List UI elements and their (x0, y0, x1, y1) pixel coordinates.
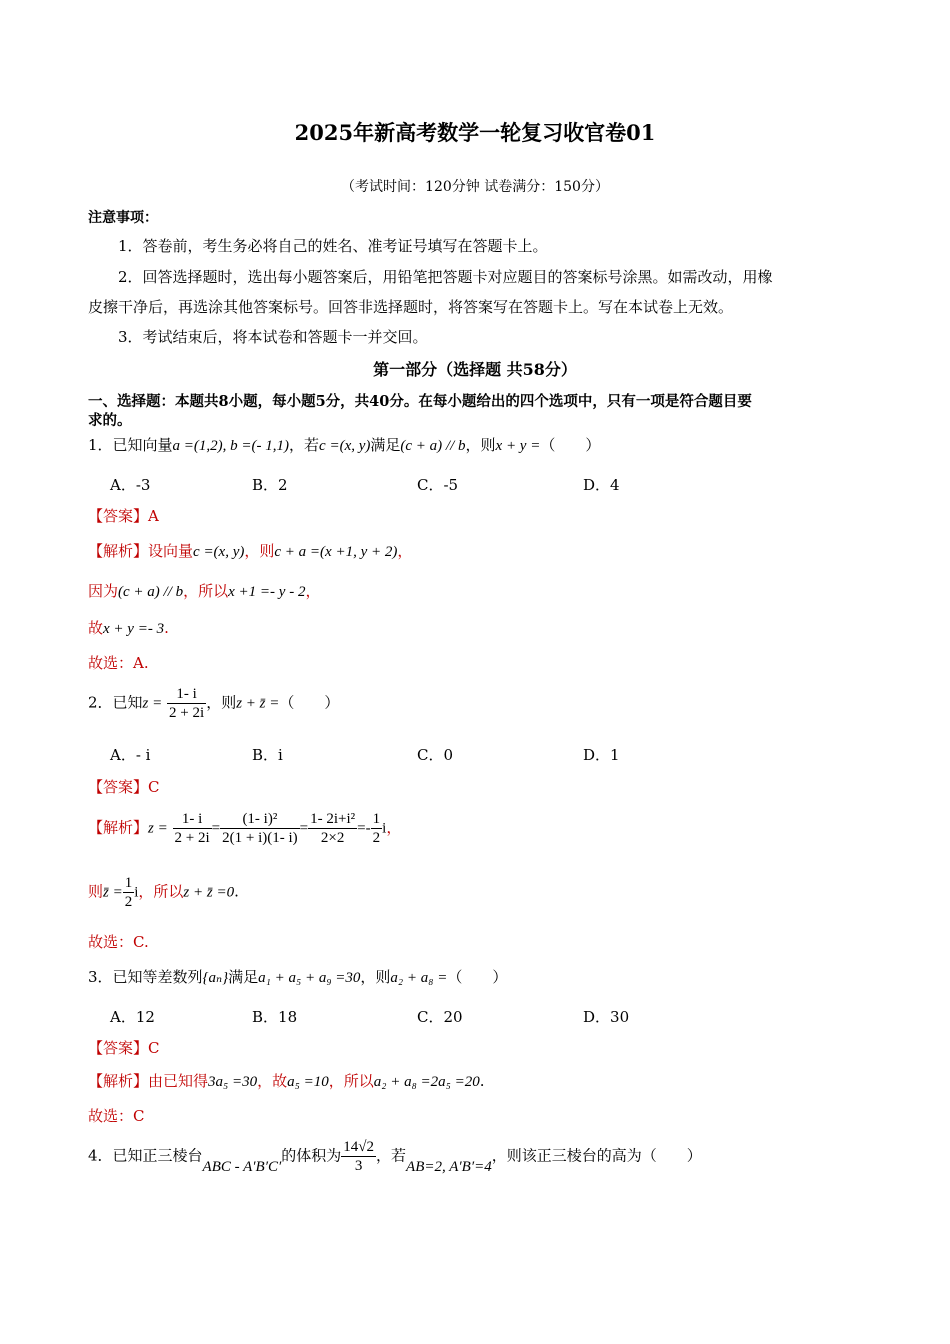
q2-option-a: A．- i (110, 746, 151, 764)
q1-analysis-line-2: 因为(c + a) // b，所以x +1 =- y - 2， (88, 582, 321, 600)
q2-analysis-line-1: 【解析】z = $\frac{1- i}{2 + 2i}$ = $\frac{\text{(1- i)²}}{2(1 + i)(1- i)}$ = $\frac{\text{1- 2i+i²}}{2\times 2}$ =- $\frac{1}{2}$ i， (88, 811, 402, 846)
q3-option-b: B．18 (252, 1008, 298, 1026)
section-desc-cont: 求的。 (88, 412, 132, 429)
section-desc: 一、选择题：本题共8小题，每小题5分，共40分。在每小题给出的四个选项中，只有一项是符合题目要 (88, 393, 752, 410)
q2-choose: 故选：C. (88, 933, 149, 951)
notes-heading: 注意事项： (88, 210, 158, 226)
question-1-stem: 1．已知向量a =(1,2), b =(- 1,1)，若c =(x, y)满足(c + a) // b，则x + y =（ ） (88, 436, 601, 454)
q1-option-c: C．-5 (417, 476, 459, 494)
exam-info: （考试时间：120分钟 试卷满分：150分） (341, 179, 609, 195)
q1-answer: 【答案】A (88, 507, 159, 525)
q2-analysis-line-2: 则z̄ = $\frac{1}{2}$ i，所以z + z̄ =0. (88, 875, 239, 910)
section-title: 第一部分（选择题 共58分） (373, 360, 577, 379)
q1-choose: 故选：A. (88, 654, 149, 672)
q1-option-a: A．-3 (110, 476, 151, 494)
page-title: 2025年新高考数学一轮复习收官卷01 (294, 120, 656, 145)
question-4-stem: 4．已知正三棱台ABC - A′B′C′的体积为 $\frac{14√2}{3}$ ，若AB=2, A′B′=4，则该正三棱台的高为（ ） (88, 1139, 702, 1175)
note-item-3: 3．考试结束后，将本试卷和答题卡一并交回。 (118, 328, 428, 346)
q3-option-a: A．12 (110, 1008, 155, 1026)
q3-answer: 【答案】C (88, 1039, 160, 1057)
q1-option-b: B．2 (252, 476, 288, 494)
note-item-2: 2．回答选择题时，选出每小题答案后，用铅笔把答题卡对应题目的答案标号涂黑。如需改动，用橡 (118, 268, 773, 286)
q2-answer: 【答案】C (88, 778, 160, 796)
question-3-stem: 3．已知等差数列{aₙ}满足a₁ + a₅ + a₉ =30，则a₂ + a₈ =（ ） (88, 968, 508, 986)
q2-option-d: D．1 (583, 746, 620, 764)
q1-option-d: D．4 (583, 476, 620, 494)
q1-analysis-line-3: 故x + y =- 3. (88, 619, 169, 637)
note-item-1: 1．答卷前，考生务必将自己的姓名、准考证号填写在答题卡上。 (118, 237, 548, 255)
q2-option-b: B．i (252, 746, 283, 764)
q1-analysis-line-1: 【解析】设向量c =(x, y)，则c + a =(x +1, y + 2)， (88, 542, 413, 560)
question-2-stem: 2．已知z = $\frac{1- i}{2 + 2i}$ ，则z + z̄ =（ ） (88, 686, 340, 721)
q3-option-d: D．30 (583, 1008, 630, 1026)
q3-choose: 故选：C (88, 1107, 145, 1125)
note-item-2-cont: 皮擦干净后，再选涂其他答案标号。回答非选择题时，将答案写在答题卡上。写在本试卷上无效。 (88, 298, 734, 316)
q3-option-c: C．20 (417, 1008, 463, 1026)
q3-analysis: 【解析】由已知得3a₅ =30，故a₅ =10，所以a₂ + a₈ =2a₅ =20. (88, 1072, 485, 1090)
q2-option-c: C．0 (417, 746, 454, 764)
